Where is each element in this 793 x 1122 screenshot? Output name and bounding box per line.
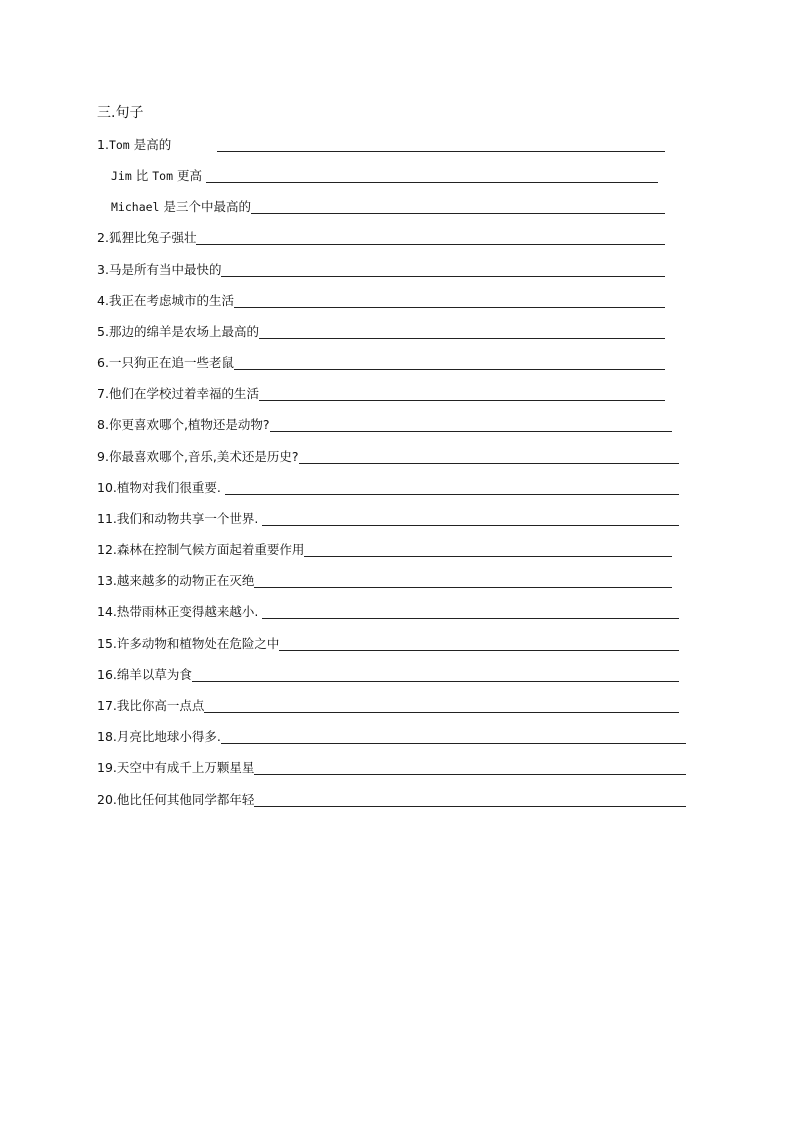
prompt-segment: 一只狗正在追一些老鼠	[108, 355, 234, 370]
prompt-segment: 狐狸比兔子强壮	[108, 230, 197, 245]
item-prompt	[117, 480, 221, 496]
item-number: 12.	[97, 542, 117, 557]
item-number: 4.	[97, 293, 109, 308]
item-prompt	[117, 760, 255, 776]
prompt-segment: 是三个中最高的	[159, 199, 251, 214]
sentence-item	[97, 478, 679, 496]
prompt-segment: 马是所有当中最快的	[108, 262, 222, 277]
answer-blank-line[interactable]	[225, 494, 679, 495]
item-prompt	[109, 262, 222, 278]
prompt-segment: Tom	[108, 138, 130, 152]
sentence-item	[97, 447, 679, 465]
item-prompt	[109, 355, 234, 371]
prompt-segment: 植物对我们很重要.	[116, 480, 221, 495]
sentence-item	[111, 197, 665, 215]
item-number: 2.	[97, 230, 109, 245]
answer-blank-line[interactable]	[279, 650, 679, 651]
item-prompt	[117, 511, 258, 527]
answer-blank-line[interactable]	[221, 743, 686, 744]
answer-blank-line[interactable]	[204, 712, 679, 713]
sentence-item	[97, 291, 665, 309]
prompt-segment: 森林在控制气候方面起着重要作用	[116, 542, 305, 557]
item-prompt	[117, 636, 280, 652]
prompt-segment: 绵羊以草为食	[116, 667, 192, 682]
prompt-segment: 是高的	[129, 137, 172, 152]
answer-blank-line[interactable]	[234, 307, 665, 308]
prompt-segment: 天空中有成千上万颗星星	[116, 760, 255, 775]
sentence-item	[111, 166, 658, 184]
prompt-segment: 你更喜欢哪个,植物还是动物?	[108, 417, 270, 432]
item-number: 7.	[97, 386, 109, 401]
item-prompt	[109, 230, 197, 246]
sentence-item	[97, 696, 679, 714]
answer-blank-line[interactable]	[254, 806, 686, 807]
answer-blank-line[interactable]	[259, 400, 665, 401]
sentence-item	[97, 228, 665, 246]
item-prompt	[117, 604, 258, 620]
prompt-segment: 他比任何其他同学都年轻	[116, 792, 255, 807]
item-number: 10.	[97, 480, 117, 495]
item-number: 1.	[97, 137, 109, 152]
answer-blank-line[interactable]	[262, 525, 679, 526]
prompt-segment: 我比你高一点点	[116, 698, 205, 713]
section-title: 三.句子	[97, 105, 144, 121]
item-number: 16.	[97, 667, 117, 682]
item-number: 3.	[97, 262, 109, 277]
item-prompt	[109, 293, 234, 309]
answer-blank-line[interactable]	[262, 618, 679, 619]
item-number: 11.	[97, 511, 117, 526]
sentence-item	[97, 571, 672, 589]
item-number: 14.	[97, 604, 117, 619]
item-prompt	[109, 137, 171, 153]
sentence-item	[97, 135, 665, 153]
sentence-item	[97, 322, 665, 340]
prompt-segment: 我们和动物共享一个世界.	[116, 511, 259, 526]
item-number: 6.	[97, 355, 109, 370]
prompt-segment: 你最喜欢哪个,音乐,美术还是历史?	[108, 449, 299, 464]
answer-blank-line[interactable]	[270, 431, 672, 432]
item-prompt	[117, 729, 221, 745]
prompt-segment: 那边的绵羊是农场上最高的	[108, 324, 259, 339]
sentence-item	[97, 790, 686, 808]
answer-blank-line[interactable]	[251, 213, 665, 214]
answer-blank-line[interactable]	[254, 587, 672, 588]
answer-blank-line[interactable]	[254, 774, 686, 775]
item-prompt	[117, 698, 205, 714]
item-number: 17.	[97, 698, 117, 713]
prompt-segment: 月亮比地球小得多.	[116, 729, 221, 744]
prompt-segment: 他们在学校过着幸福的生活	[108, 386, 259, 401]
item-number: 9.	[97, 449, 109, 464]
item-number: 19.	[97, 760, 117, 775]
answer-blank-line[interactable]	[234, 369, 665, 370]
sentence-item	[97, 509, 679, 527]
item-prompt	[111, 168, 202, 184]
sentence-item	[97, 415, 672, 433]
item-prompt	[109, 449, 299, 465]
prompt-segment: Jim	[111, 169, 132, 183]
answer-blank-line[interactable]	[221, 276, 665, 277]
sentence-item	[97, 384, 665, 402]
sentence-item	[97, 602, 679, 620]
prompt-segment: 越来越多的动物正在灭绝	[116, 573, 255, 588]
answer-blank-line[interactable]	[217, 151, 665, 152]
sentence-item	[97, 260, 665, 278]
item-number: 18.	[97, 729, 117, 744]
prompt-segment: 许多动物和植物处在危险之中	[116, 636, 280, 651]
item-number: 15.	[97, 636, 117, 651]
prompt-segment: Michael	[111, 200, 160, 214]
item-prompt	[111, 199, 251, 215]
answer-blank-line[interactable]	[259, 338, 665, 339]
prompt-segment: 更高	[173, 168, 202, 183]
item-prompt	[117, 542, 305, 558]
item-prompt	[109, 324, 259, 340]
sentence-item	[97, 758, 686, 776]
sentence-item	[97, 540, 672, 558]
sentence-item	[97, 634, 679, 652]
sentence-item	[97, 353, 665, 371]
item-prompt	[117, 667, 192, 683]
sentence-item	[97, 665, 679, 683]
sentence-item	[97, 727, 686, 745]
answer-blank-line[interactable]	[196, 244, 665, 245]
prompt-segment: 比	[131, 168, 153, 183]
answer-blank-line[interactable]	[192, 681, 679, 682]
item-number: 8.	[97, 417, 109, 432]
prompt-segment: 我正在考虑城市的生活	[108, 293, 234, 308]
prompt-segment: 热带雨林正变得越来越小.	[116, 604, 259, 619]
prompt-segment: Tom	[152, 169, 174, 183]
item-number: 5.	[97, 324, 109, 339]
answer-blank-line[interactable]	[304, 556, 672, 557]
item-prompt	[109, 386, 259, 402]
answer-blank-line[interactable]	[206, 182, 658, 183]
item-number: 20.	[97, 792, 117, 807]
item-prompt	[117, 573, 255, 589]
answer-blank-line[interactable]	[299, 463, 679, 464]
item-number: 13.	[97, 573, 117, 588]
item-prompt	[117, 792, 255, 808]
item-prompt	[109, 417, 270, 433]
